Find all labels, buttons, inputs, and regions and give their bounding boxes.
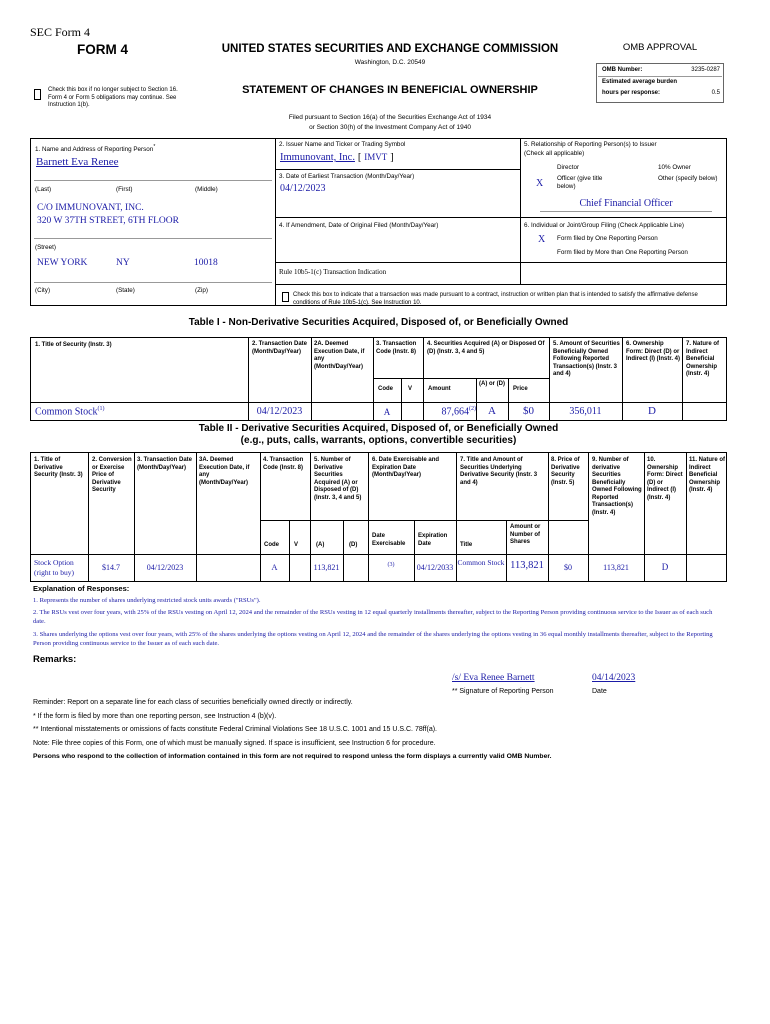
filing-one-person[interactable]: Form filed by One Reporting Person [557,235,658,242]
middle-label: (Middle) [195,186,218,193]
t1-row-title: Common Stock$^{(1)}$ [35,406,105,418]
t2-row-owned: 113,821 [603,563,629,572]
t1-header-acquired: 4. Securities Acquired (A) or Disposed Of (D) (Instr. 3, 4 and 5) [427,341,545,355]
t2-header-underlying: 7. Title and Amount of Securities Underlying Derivative Security (Instr. 3 and 4) [460,457,538,486]
agency-location: Washington, D.C. 20549 [354,59,426,66]
explanation-note-3: 3. Shares underlying the options vest over four years, with 25% of the shares underlying the options vesting on April 12, 2024 and the remainder of the shares underlying the options vesting in 36 equal monthly installments thereafter, subject to the Reporting Person providing continuous service to the Issuer as of each such date. [33,631,713,647]
section5-label: 5. Relationship of Reporting Person(s) to Issuer [524,141,657,148]
t2-subheader-date-ex: Date Exercisable [372,533,406,547]
t2-subheader-title: Title [460,542,473,548]
omb-hours-label: hours per response: [602,90,661,96]
footer-note3: Note: File three copies of this Form, one of which must be manually signed. If space is insufficient, see Instruction 6 for procedure. [33,740,436,747]
t1-row-amount: 87,664$^{(2)}$ [441,406,476,418]
section1-label: 1. Name and Address of Reporting Person* [35,144,156,154]
t2-row-price: $14.7 [102,563,120,572]
footer-note1: * If the form is filed by more than one reporting person, see Instruction 4 (b)(v). [33,713,277,720]
t2-subheader-d: (D) [349,542,358,548]
explanation-note-1: 1. Represents the number of shares underlying restricted stock units awards ("RSUs"). [33,597,261,604]
director-label[interactable]: Director [557,164,580,171]
t1-row-owned: 356,011 [569,406,602,417]
ten-percent-owner-label[interactable]: 10% Owner [658,164,691,171]
t2-subheader-a: (A) [316,542,325,548]
footer-persons: Persons who respond to the collection of information contained in this form are not required to respond unless the form displays a currently valid OMB Number. [33,753,552,760]
t1-header-title: 1. Title of Security (Instr. 3) [35,342,112,348]
filed-pursuant [200,113,580,133]
explanation-note-2: 2. The RSUs vest over four years, with 25% of the RSUs vesting on April 12, 2024 and the remainder of the RSUs vesting in 12 equal quarterly installments thereafter, subject to the Reporting Person providing continuous service to the Issuer as of each such date. [33,609,713,625]
t2-subheader-exp: Expiration Date [418,533,448,547]
filed-pursuant-line1: Filed pursuant to Section 16(a) of the Securities Exchange Act of 1934 [288,114,492,121]
officer-mark: X [536,178,544,189]
city-label: (City) [35,287,51,294]
t2-header-nature: 11. Nature of Indirect Beneficial Ownership (Instr. 4) [689,457,726,493]
t2-subheader-amount: Amount or Number of Shares [510,524,541,545]
omb-number-label: OMB Number: [602,67,643,73]
t1-row-code: A [383,407,391,417]
explanation-heading: Explanation of Responses: [33,584,130,593]
last-label: (Last) [35,186,52,193]
signature-label: ** Signature of Reporting Person [452,688,554,695]
t2-row-und-amount: 113,821 [510,560,544,571]
t2-row-a: 113,821 [313,563,340,572]
t2-header-title: 1. Title of Derivative Security (Instr. 3) [34,457,83,478]
street-label: (Street) [35,244,56,251]
bracket-close: ] [390,152,394,163]
zip-label: (Zip) [195,287,208,294]
reporting-person-name[interactable]: Barnett Eva Renee [36,156,119,168]
section2-label: 2. Issuer Name and Ticker or Trading Symbol [279,141,406,148]
t1-subheader-price: Price [513,386,528,392]
t1-row-price: $0 [523,405,534,417]
issuer-line [280,151,394,163]
first-label: (First) [116,186,133,193]
check-all-label: (Check all applicable) [524,150,585,157]
doc-label: SEC Form 4 [30,25,91,39]
section6-label: 6. Individual or Joint/Group Filing (Check Applicable Line) [524,222,684,229]
date-label: Date [592,688,607,695]
section4-label: 4. If Amendment, Date of Original Filed (Month/Day/Year) [279,222,439,229]
address-line1: C/O IMMUNOVANT, INC. [37,203,144,213]
table2-subtitle: (e.g., puts, calls, warrants, options, convertible securities) [240,435,517,446]
filing-multiple[interactable]: Form filed by More than One Reporting Person [557,249,688,256]
t2-header-price: 2. Conversion or Exercise Price of Derivative Security [92,457,132,493]
t2-row-title: Stock Option (right to buy) [34,558,74,577]
t2-row-price8: $0 [564,563,572,572]
t2-header-date: 3. Transaction Date (Month/Day/Year) [137,457,193,471]
state-value: NY [116,258,130,268]
t2-header-owned: 9. Number of derivative Securities Beneficially Owned Following Reported Transaction(s) (Instr. 4) [592,457,642,516]
t1-header-nature: 7. Nature of Indirect Beneficial Ownership (Instr. 4) [686,341,720,377]
t1-subheader-code: Code [378,386,393,392]
signature-date: 04/14/2023 [592,673,636,683]
t2-row-form: D [661,562,669,572]
statement-title: STATEMENT OF CHANGES IN BENEFICIAL OWNERSHIP [242,84,538,96]
bracket-open: [ [357,152,362,163]
footer-reminder: Reminder: Report on a separate line for each class of securities beneficially owned directly or indirectly. [33,699,353,706]
omb-number-value: 3235-0287 [691,67,720,73]
t2-header-ownership: 10. Ownership Form: Direct (D) or Indirect (I) (Instr. 4) [647,457,683,501]
issuer-name[interactable]: Immunovant, Inc. [280,152,355,163]
section3-label: 3. Date of Earliest Transaction (Month/Day/Year) [279,173,415,180]
table2-title [30,423,727,447]
footer-note2: ** Intentional misstatements or omissions of facts constitute Federal Criminal Violations See 18 U.S.C. 1001 and 15 U.S.C. 78ff(a). [33,726,437,733]
other-label[interactable]: Other (specify below) [658,175,718,182]
t1-subheader-v: V [408,386,413,392]
t1-header-ownership: 6. Ownership Form: Direct (D) or Indirect (I) (Instr. 4) [626,341,681,362]
remarks-heading: Remarks: [33,654,77,665]
rule-checkbox-text: Check this box to indicate that a transaction was made pursuant to a contract, instruction or written plan that is intended to satisfy the affirmative defense conditions of Rule 10b5-1(c). See Instruction 10. [293,292,698,306]
state-label: (State) [116,287,135,294]
t1-header-owned: 5. Amount of Securities Beneficially Owned Following Reported Transaction(s) (Instr. 3 and 4) [553,341,620,377]
issuer-ticker: IMVT [364,152,388,162]
rule-checkbox[interactable] [282,292,289,302]
zip-value: 10018 [194,258,218,268]
t2-header-number: 5. Number of Derivative Securities Acquired (A) or Disposed of (D) (Instr. 3, 4 and 5) [314,457,362,501]
omb-burden-label: Estimated average burden [602,79,678,85]
earliest-transaction-date: 04/12/2023 [280,183,326,194]
t2-header-exercisable: 6. Date Exercisable and Expiration Date (Month/Day/Year) [372,457,440,478]
t2-row-code: A [271,562,278,572]
rule-label: Rule 10b5-1(c) Transaction Indication [279,268,387,276]
omb-hours-value: 0.5 [711,90,720,96]
t1-row-aord: A [488,405,496,417]
t1-subheader-aord: (A) or (D) [479,381,505,387]
t2-subheader-code: Code [264,542,279,548]
officer-label[interactable]: Officer (give title below) [557,175,603,190]
t1-subheader-amount: Amount [428,386,451,392]
t1-header-deemed: 2A. Deemed Execution Date, if any (Month/Day/Year) [314,341,365,370]
t2-row-exp: 04/12/2033 [416,563,454,572]
t2-row-date-ex: (3) [387,562,395,568]
t2-header-code: 4. Transaction Code (Instr. 8) [263,457,304,471]
filed-pursuant-line2: or Section 30(h) of the Investment Company Act of 1940 [309,124,471,131]
no-longer-subject-checkbox[interactable] [34,89,41,100]
officer-title: Chief Financial Officer [579,198,673,209]
t2-row-und-title: Common Stock [457,558,505,567]
city-value: NEW YORK [37,258,88,268]
omb-approval-title: OMB APPROVAL [622,42,698,53]
form-title: FORM 4 [77,42,129,57]
table1-title: Table I - Non-Derivative Securities Acquired, Disposed of, or Beneficially Owned [188,317,569,328]
t2-header-deemed: 3A. Deemed Execution Date, if any (Month/Day/Year) [199,457,250,486]
t1-row-date: 04/12/2023 [256,406,303,417]
signature: /s/ Eva Renee Barnett [452,673,535,683]
table2-title-line: Table II - Derivative Securities Acquired, Disposed of, or Beneficially Owned [198,423,559,434]
t2-subheader-v: V [294,542,299,548]
checkbox-text: Check this box if no longer subject to Section 16. Form 4 or Form 5 obligations may continue. See Instruction 1(b). [48,87,178,108]
t1-header-code: 3. Transaction Code (Instr. 8) [376,341,417,355]
t2-header-price8: 8. Price of Derivative Security (Instr. 5) [551,457,580,486]
agency-title: UNITED STATES SECURITIES AND EXCHANGE COMMISSION [221,43,559,55]
t1-header-date: 2. Transaction Date (Month/Day/Year) [252,341,308,355]
address-line2: 320 W 37TH STREET, 6TH FLOOR [37,216,179,226]
t2-row-date: 04/12/2023 [146,563,184,572]
filing-mark: X [538,234,546,245]
t1-row-form: D [648,405,656,417]
